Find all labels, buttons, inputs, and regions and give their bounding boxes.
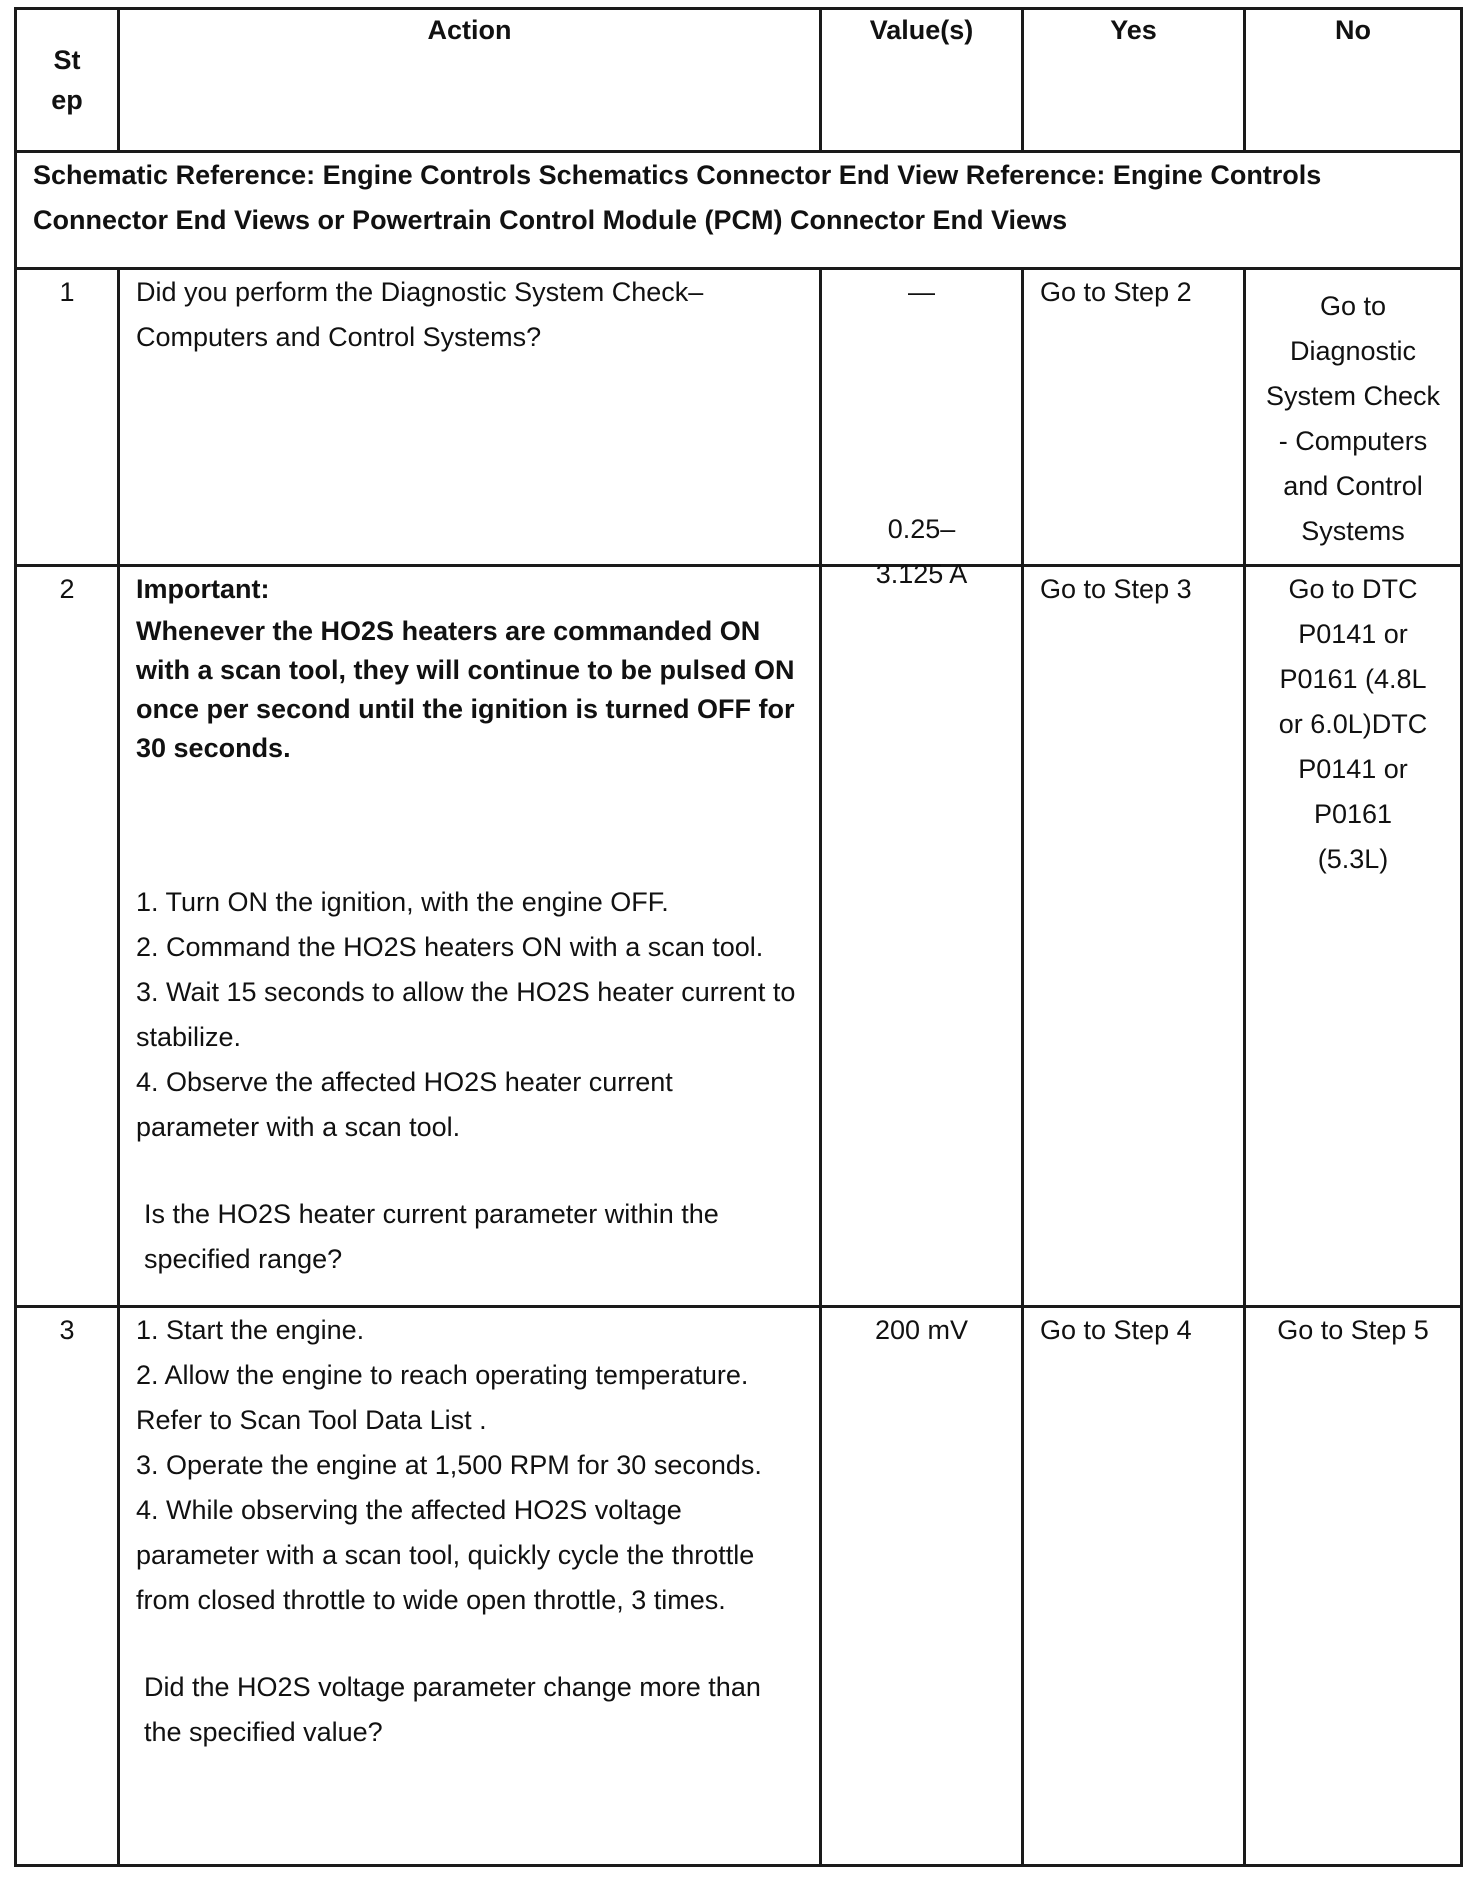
yes-cell: Go to Step 4 <box>1023 1307 1245 1866</box>
procedure-step: 4. Observe the affected HO2S heater current parameter with a scan tool. <box>136 1067 673 1142</box>
procedure-step: 2. Command the HO2S heaters ON with a scan tool. <box>136 932 764 962</box>
value-cell: 0.25–3.125 A <box>821 566 1023 1307</box>
question-text: Did the HO2S voltage parameter change more than the specified value? <box>144 1672 761 1747</box>
value-cell: 200 mV <box>821 1307 1023 1866</box>
procedure-step: 1. Start the engine. <box>136 1315 365 1345</box>
procedure-step: 2. Allow the engine to reach operating temperature. Refer to Scan Tool Data List . <box>136 1360 749 1435</box>
no-cell: Go to DTC P0141 or P0161 (4.8L or 6.0L)DTC P0141 or P0161 (5.3L) <box>1245 566 1462 1307</box>
step-number: 2 <box>16 566 119 1307</box>
procedure-step: 1. Turn ON the ignition, with the engine OFF. <box>136 887 669 917</box>
table-row <box>16 269 1462 566</box>
table-row <box>16 1307 1462 1866</box>
no-cell: Go to Diagnostic System Check - Computers and Control Systems <box>1245 269 1462 566</box>
header-row <box>16 9 1462 152</box>
yes-cell: Go to Step 2 <box>1023 269 1245 566</box>
no-cell: Go to Step 5 <box>1245 1307 1462 1866</box>
important-note: Whenever the HO2S heaters are commanded ON with a scan tool, they will continue to be pulsed ON once per second until the ignition is turned OFF for 30 seconds. <box>136 616 795 763</box>
table-row <box>16 566 1462 1307</box>
header-no: No <box>1245 9 1462 152</box>
value-cell: — <box>821 269 1023 566</box>
action-text: Did you perform the Diagnostic System Check–Computers and Control Systems? <box>119 269 821 566</box>
procedure-step: 4. While observing the affected HO2S voltage parameter with a scan tool, quickly cycle the throttle from closed throttle to wide open throttle, 3 times. <box>136 1495 755 1615</box>
diagnostic-table <box>14 7 1463 1867</box>
procedure-step: 3. Operate the engine at 1,500 RPM for 30 seconds. <box>136 1450 762 1480</box>
header-values: Value(s) <box>821 9 1023 152</box>
yes-cell: Go to Step 3 <box>1023 566 1245 1307</box>
header-yes: Yes <box>1023 9 1245 152</box>
important-label: Important: <box>136 574 270 604</box>
header-action: Action <box>119 9 821 152</box>
action-cell <box>119 566 821 1307</box>
header-step: St ep <box>16 9 119 152</box>
reference-row <box>16 152 1462 269</box>
step-number: 3 <box>16 1307 119 1866</box>
action-cell <box>119 1307 821 1866</box>
schematic-reference: Schematic Reference: Engine Controls Schematics Connector End View Reference: Engine Controls Connector End Views or Powertrain Control Module (PCM) Connector End Views <box>16 152 1462 269</box>
procedure-step: 3. Wait 15 seconds to allow the HO2S heater current to stabilize. <box>136 977 796 1052</box>
question-text: Is the HO2S heater current parameter within the specified range? <box>144 1199 719 1274</box>
step-number: 1 <box>16 269 119 566</box>
